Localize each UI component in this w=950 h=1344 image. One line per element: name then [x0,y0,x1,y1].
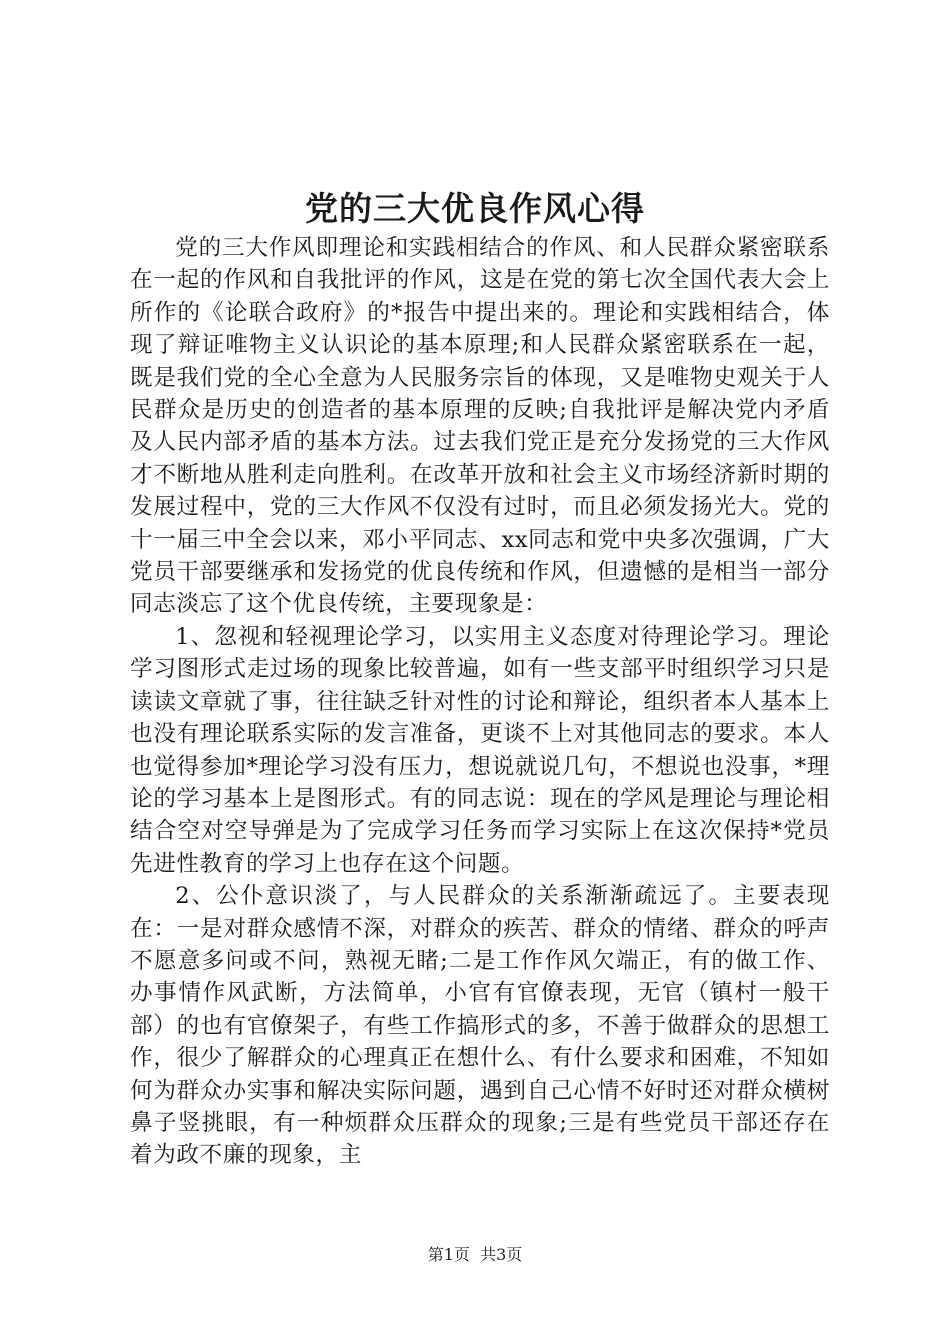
paragraph-intro: 党的三大作风即理论和实践相结合的作风、和人民群众紧密联系在一起的作风和自我批评的作风，这是在党的第七次全国代表大会上所作的《论联合政府》的*报告中提出来的。理论和实践相结合，体现了辩证唯物主义认识论的基本原理;和人民群众紧密联系在一起，既是我们党的全心全意为人民服务宗旨的体现，又是唯物史观关于人民群众是历史的创造者的基本原理的反映;自我批评是解决党内矛盾及人民内部矛盾的基本方法。过去我们党正是充分发扬党的三大作风才不断地从胜利走向胜利。在改革开放和社会主义市场经济新时期的发展过程中，党的三大作风不仅没有过时，而且必须发扬光大。党的十一届三中全会以来，邓小平同志、xx同志和党中央多次强调，广大党员干部要继承和发扬党的优良传统和作风，但遗憾的是相当一部分同志淡忘了这个优良传统，主要现象是： [130,235,830,618]
document-title: 党的三大优良作风心得 [305,189,645,228]
paragraph-point-1: 1、忽视和轻视理论学习，以实用主义态度对待理论学习。理论学习图形式走过场的现象比较普遍，如有一些支部平时组织学习只是读读文章就了事，往往缺乏针对性的讨论和辩论，组织者本人基本上也没有理论联系实际的发言准备，更谈不上对其他同志的要求。本人也觉得参加*理论学习没有压力，想说就说几句，不想说也没事，*理论的学习基本上是图形式。有的同志说：现在的学风是理论与理论相结合空对空导弹是为了完成学习任务而学习实际上在这次保持*党员先进性教育的学习上也存在这个问题。 [130,623,830,877]
page-footer [0,1244,950,1266]
document-body [130,232,830,1172]
page-number: 第1页 [427,1245,470,1264]
paragraph-point-2: 2、公仆意识淡了，与人民群众的关系渐渐疏远了。主要表现在：一是对群众感情不深，对群众的疾苦、群众的情绪、群众的呼声不愿意多问或不问，熟视无睹;二是工作作风欠端正，有的做工作、办事情作风武断，方法简单，小官有官僚表现，无官（镇村一般干部）的也有官僚架子，有些工作搞形式的多，不善于做群众的思想工作，很少了解群众的心理真正在想什么、有什么要求和困难，不知如何为群众办实事和解决实际问题，遇到自己心情不好时还对群众横树鼻子竖挑眼，有一种烦群众压群众的现象;三是有些党员干部还存在着为政不廉的现象，主 [130,883,830,1169]
footer-separator [470,1245,480,1264]
page-total: 共3页 [480,1245,523,1264]
